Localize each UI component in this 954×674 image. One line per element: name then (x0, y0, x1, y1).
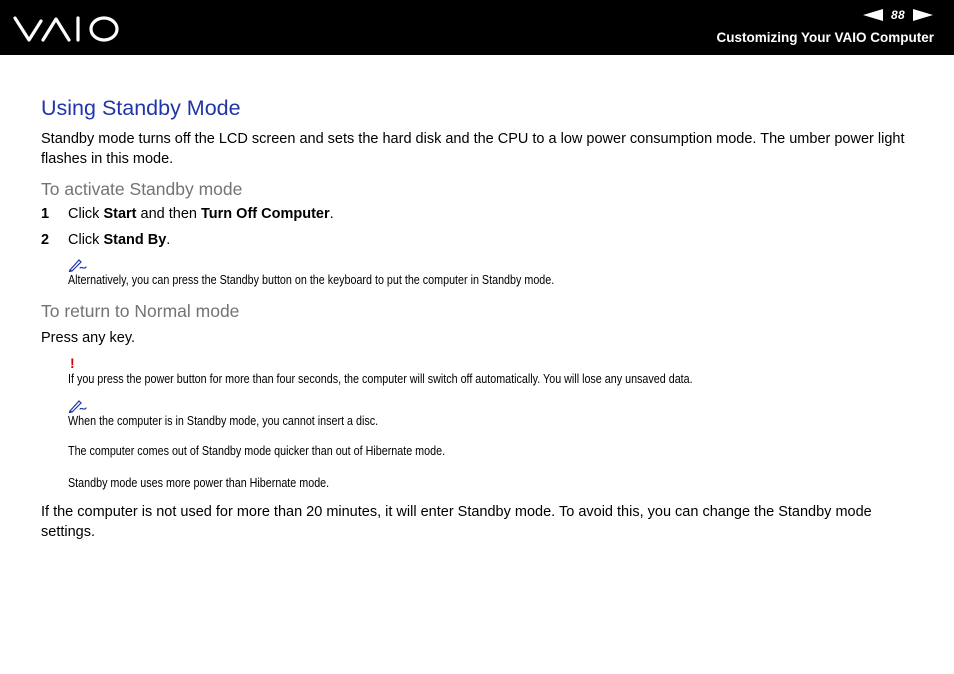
activate-heading: To activate Standby mode (41, 179, 243, 199)
turn-off-computer-label: Turn Off Computer (201, 206, 330, 222)
page-header (0, 0, 954, 55)
step-number: 1 (41, 206, 50, 222)
note-text: Alternatively, you can press the Standby button on the keyboard to put the computer in Standby mode. (68, 273, 555, 287)
next-page-arrow-icon[interactable] (913, 9, 933, 21)
step-1 (41, 204, 921, 224)
note-text: Standby mode uses more power than Hibernate mode. (68, 476, 330, 490)
step-text: Click Start and then Turn Off Computer. (68, 206, 334, 222)
page-number: 88 (891, 8, 905, 22)
step-2 (41, 230, 921, 250)
step-text: Click Stand By. (68, 232, 171, 248)
closing-paragraph: If the computer is not used for more than 20 minutes, it will enter Standby mode. To avoid this, you can change the Standby mode settings. (41, 504, 872, 540)
warning-text: If you press the power button for more than four seconds, the computer will switch off automatically. You will lose any unsaved data. (68, 372, 693, 386)
page-content (41, 94, 921, 542)
vaio-logo (12, 13, 122, 45)
note-text: The computer comes out of Standby mode quicker than out of Hibernate mode. (68, 444, 446, 458)
section-title: Customizing Your VAIO Computer (716, 30, 934, 45)
previous-page-arrow-icon[interactable] (863, 9, 883, 21)
warning-icon: ! (70, 355, 75, 371)
intro-paragraph: Standby mode turns off the LCD screen and sets the hard disk and the CPU to a low power consumption mode. The umber power light flashes in this mode. (41, 131, 905, 167)
pencil-note-icon (68, 399, 88, 413)
normal-mode-heading: To return to Normal mode (41, 301, 240, 321)
note-text: When the computer is in Standby mode, you cannot insert a disc. (68, 414, 379, 428)
step-number: 2 (41, 232, 50, 248)
page-title: Using Standby Mode (41, 96, 241, 120)
stand-by-label: Stand By (103, 232, 167, 248)
start-label: Start (103, 206, 137, 222)
page-navigation (863, 7, 933, 23)
pencil-note-icon (68, 258, 88, 272)
press-any-key-text: Press any key. (41, 330, 136, 346)
